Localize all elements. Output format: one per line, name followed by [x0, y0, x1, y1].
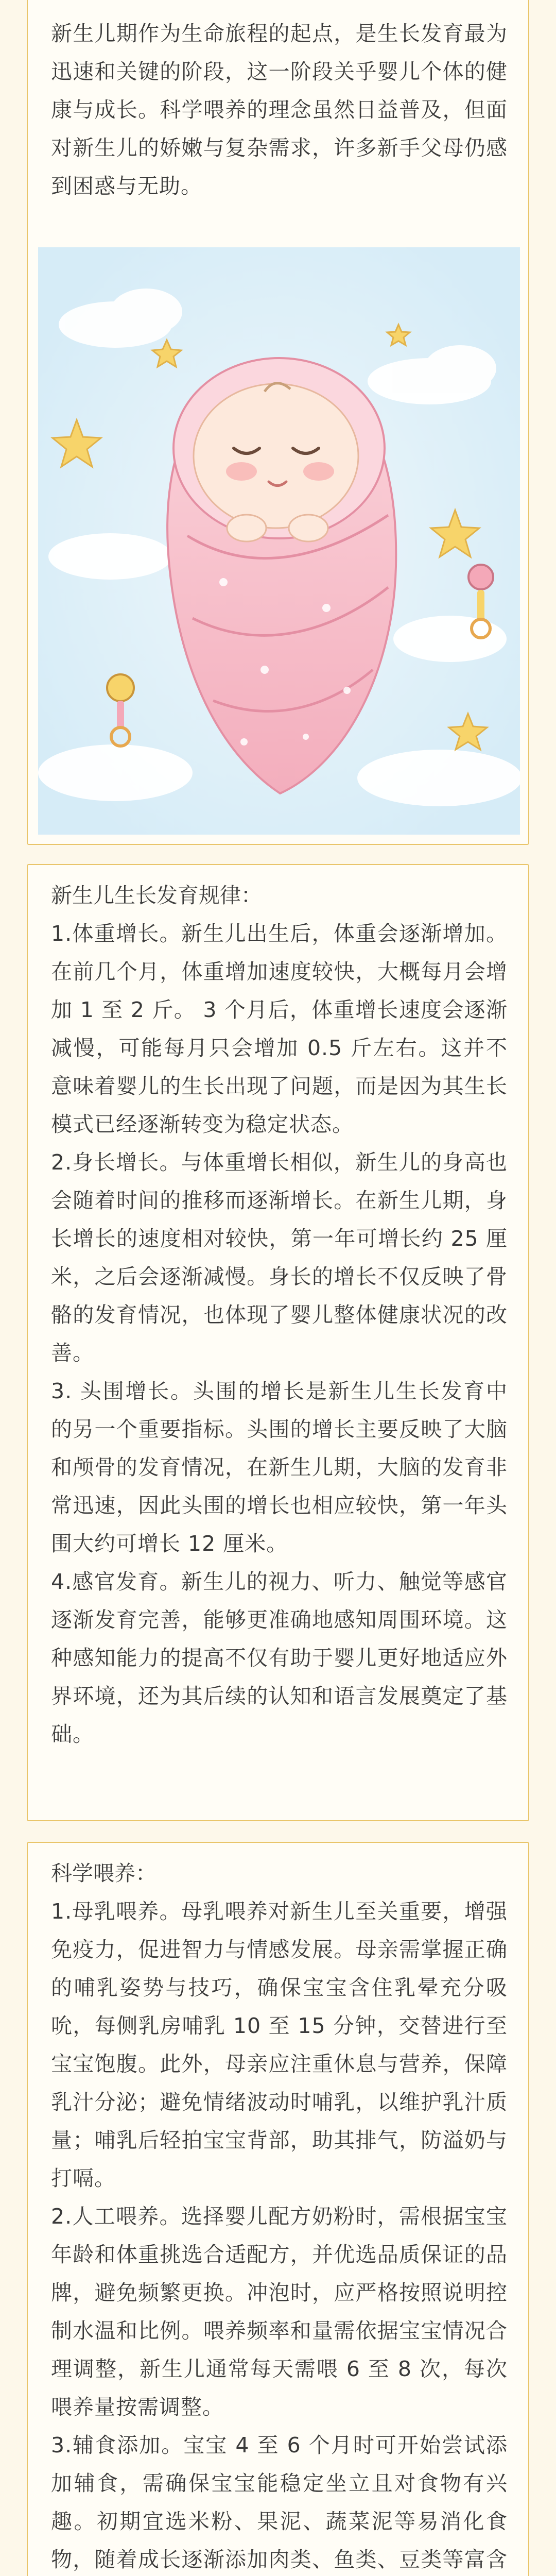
- feeding-heading: 科学喂养：: [51, 1861, 157, 1886]
- growth-item-senses: 4.感官发育。新生儿的视力、听力、触觉等感官逐渐发育完善，能够更准确地感知周围环境。这种感知能力的提高不仅有助于婴儿更好地适应外界环境，还为其后续的认知和语言发展奠定了基础。: [51, 1569, 508, 1747]
- newborn-illustration: [38, 247, 520, 835]
- feeding-item-breast: 1.母乳喂养。母乳喂养对新生儿至关重要，增强免疫力，促进智力与情感发展。母亲需掌握正确的哺乳姿势与技巧，确保宝宝含住乳晕充分吸吮，每侧乳房哺乳 10 至 15 分钟，交替进行至宝宝饱腹。此外，母亲应注重休息与营养，保障乳汁分泌；避免情绪波动时哺乳，以维护乳汁质量；哺乳后轻拍宝宝背部，助其排气，防溢奶与打嗝。: [51, 1899, 508, 2191]
- growth-list: [51, 914, 508, 1753]
- feeding-item-formula: 2.人工喂养。选择婴儿配方奶粉时，需根据宝宝年龄和体重挑选合适配方，并优选品质保证的品牌，避免频繁更换。冲泡时，应严格按照说明控制水温和比例。喂养频率和量需依据宝宝情况合理调整，新生儿通常每天需喂 6 至 8 次，每次喂养量按需调整。: [51, 2204, 508, 2419]
- growth-item-length: 2.身长增长。与体重增长相似，新生儿的身高也会随着时间的推移而逐渐增长。在新生儿期，身长增长的速度相对较快，第一年可增长约 25 厘米，之后会逐渐减慢。身长的增长不仅反映了骨骼的发育情况，也体现了婴儿整体健康状况的改善。: [51, 1150, 508, 1365]
- growth-item-weight: 1.体重增长。新生儿出生后，体重会逐渐增加。在前几个月，体重增加速度较快，大概每月会增加 1 至 2 斤。 3 个月后，体重增长速度会逐渐减慢，可能每月只会增加 0.5 斤左右。这并不意味着婴儿的生长出现了问题，而是因为其生长模式已经逐渐转变为稳定状态。: [51, 921, 508, 1137]
- growth-heading: 新生儿生长发育规律：: [51, 883, 262, 908]
- feeding-list: [51, 1892, 508, 2576]
- growth-card: [27, 864, 529, 1821]
- feeding-card: [27, 1842, 529, 2576]
- feeding-item-solids: 3.辅食添加。宝宝 4 至 6 个月时可开始尝试添加辅食，需确保宝宝能稳定坐立且对食物有兴趣。初期宜选米粉、果泥、蔬菜泥等易消化食物，随着成长逐渐添加肉类、鱼类、豆类等富含: [51, 2433, 508, 2572]
- intro-card: [27, 0, 529, 845]
- growth-item-head: 3. 头围增长。头围的增长是新生儿生长发育中的另一个重要指标。头围的增长主要反映了大脑和颅骨的发育情况，在新生儿期，大脑的发育非常迅速，因此头围的增长也相应较快，第一年头围大约可增长 12 厘米。: [51, 1379, 508, 1556]
- intro-paragraph: 新生儿期作为生命旅程的起点，是生长发育最为迅速和关键的阶段，这一阶段关乎婴儿个体的健康与成长。科学喂养的理念虽然日益普及，但面对新生儿的娇嫩与复杂需求，许多新手父母仍感到困惑与无助。: [51, 21, 508, 198]
